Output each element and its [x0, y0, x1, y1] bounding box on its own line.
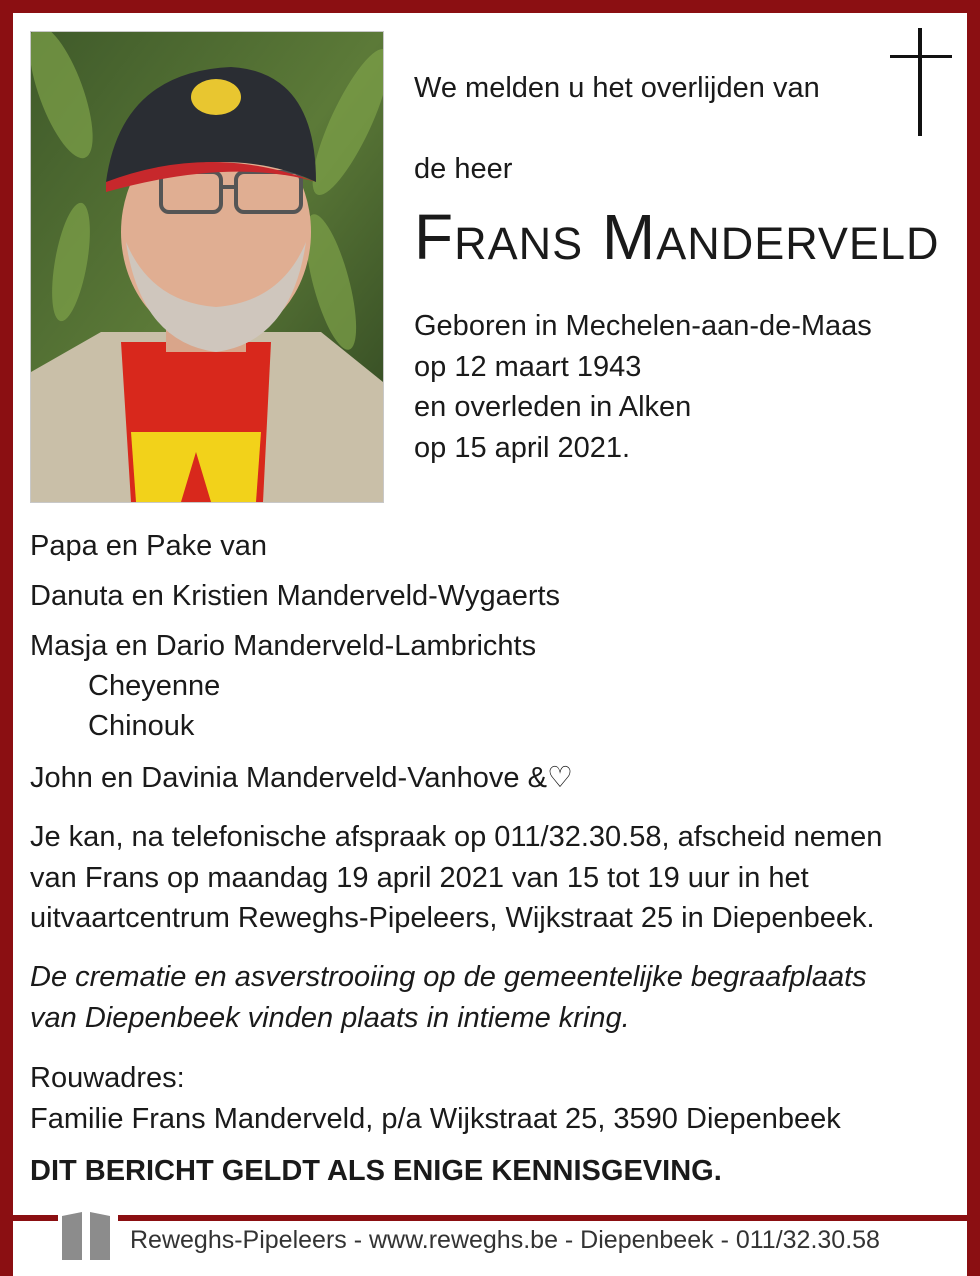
mourning-address	[30, 1058, 841, 1139]
notice-statement: DIT BERICHT GELDT ALS ENIGE KENNISGEVING.	[30, 1155, 722, 1187]
funeral-home-logo	[58, 1208, 118, 1264]
footer-bar	[0, 1215, 980, 1221]
footer-contact: Reweghs-Pipeleers - www.reweghs.be - Diepenbeek - 011/32.30.58	[130, 1226, 880, 1254]
birth-date-line: op 12 maart 1943	[414, 350, 642, 383]
death-date-line: op 15 april 2021.	[414, 431, 631, 464]
family-intro: Papa en Pake van	[30, 530, 268, 562]
cross-icon	[890, 28, 952, 138]
birth-death-info	[414, 306, 872, 468]
family-member: Danuta en Kristien Manderveld-Wygaerts	[30, 580, 561, 612]
cremation-paragraph	[30, 957, 867, 1038]
birth-place-line: Geboren in Mechelen-aan-de-Maas	[414, 310, 872, 342]
address-value: Familie Frans Manderveld, p/a Wijkstraat 25, 3590 Diepenbeek	[30, 1102, 841, 1135]
family-member: John en Davinia Manderveld-Vanhove &♡	[30, 762, 573, 794]
portrait-photo	[30, 31, 384, 503]
family-member: Masja en Dario Manderveld-Lambrichts	[30, 630, 537, 662]
death-place-line: en overleden in Alken	[414, 391, 692, 423]
visitation-line: uitvaartcentrum Reweghs-Pipeleers, Wijkstraat 25 in Diepenbeek.	[30, 902, 875, 934]
cremation-line: De crematie en asverstrooiing op de gemeentelijke begraafplaats	[30, 961, 867, 993]
cremation-line: van Diepenbeek vinden plaats in intieme kring.	[30, 1001, 630, 1034]
announcement-text: We melden u het overlijden van	[414, 72, 820, 104]
grandchild: Cheyenne	[88, 670, 221, 702]
honorific: de heer	[414, 153, 513, 185]
address-label: Rouwadres:	[30, 1062, 185, 1094]
grandchild: Chinouk	[88, 710, 195, 742]
visitation-line: van Frans op maandag 19 april 2021 van 15 tot 19 uur in het	[30, 861, 809, 894]
visitation-paragraph	[30, 817, 882, 939]
deceased-name: Frans Manderveld	[414, 201, 940, 273]
visitation-line: Je kan, na telefonische afspraak op 011/32.30.58, afscheid nemen	[30, 821, 883, 853]
